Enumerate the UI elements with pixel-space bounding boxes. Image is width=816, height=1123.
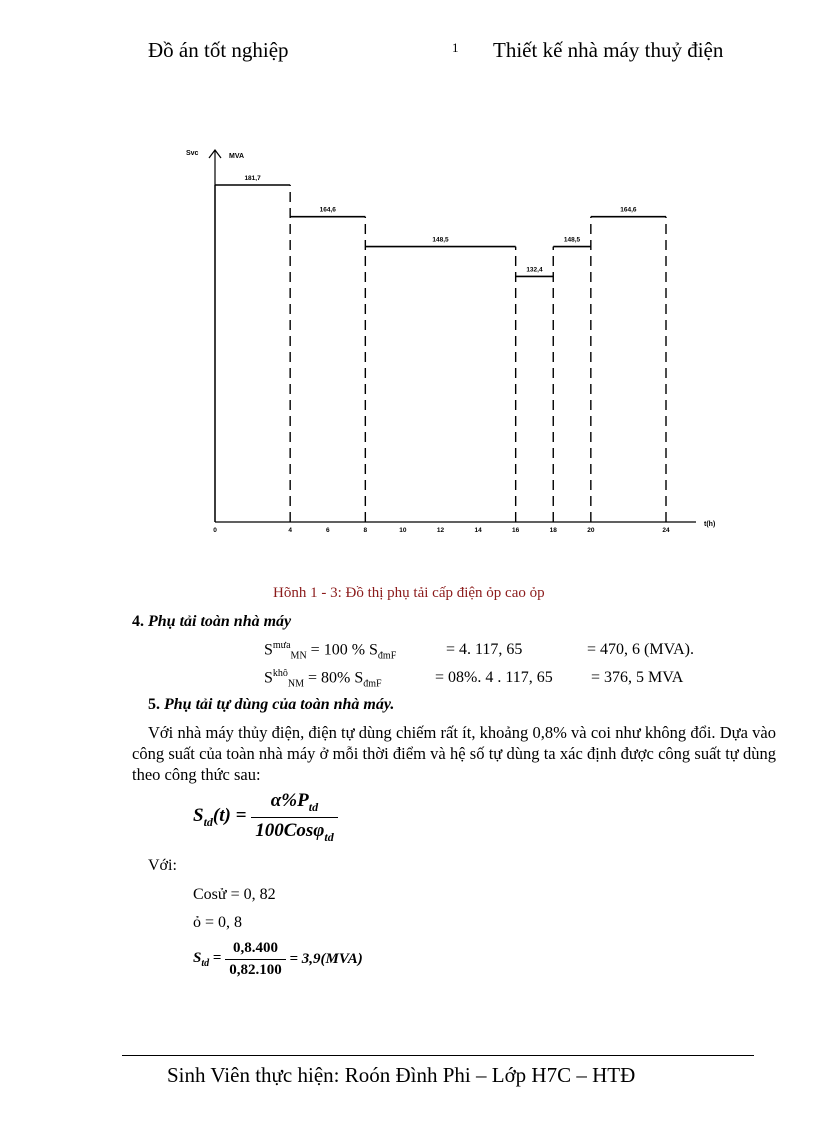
section-4-heading xyxy=(132,613,291,631)
formula-denominator-sub: td xyxy=(324,829,334,844)
formula-lhs-sub: td xyxy=(203,814,213,829)
x-tick-label: 24 xyxy=(662,527,670,534)
section-5-title: Phụ tải tự dùng của toàn nhà máy. xyxy=(164,696,395,713)
with-label: Với: xyxy=(148,857,177,874)
formula-denominator: 100Cosφ xyxy=(255,819,325,841)
load-chart xyxy=(180,140,730,550)
calc-denominator: 0,82.100 xyxy=(229,962,282,978)
calc-lhs: S xyxy=(193,950,202,966)
step-value-label: 148,5 xyxy=(563,236,581,244)
formula-numerator-sub: td xyxy=(308,799,319,814)
eq2-sub2: đmF xyxy=(363,678,382,690)
y-axis-label-short: Svc xyxy=(186,150,199,157)
alpha-line: ỏ = 0, 8 xyxy=(193,914,243,931)
x-tick-label: 18 xyxy=(549,527,557,534)
header-left: Đồ án tốt nghiệp xyxy=(148,38,289,62)
formula-std xyxy=(193,790,338,845)
eq2-rhs1: = 80% S xyxy=(308,669,364,687)
section-5-heading xyxy=(148,696,394,714)
page-number: 1 xyxy=(452,40,459,55)
y-axis-unit: MVA xyxy=(229,153,245,160)
equation-1 xyxy=(264,640,396,662)
x-tick-label: 12 xyxy=(436,527,445,534)
x-tick-label: 0 xyxy=(213,527,217,534)
x-tick-label: 20 xyxy=(587,527,595,534)
eq1-sup: mưa xyxy=(272,640,291,651)
eq1-rhs1: = 100 % S xyxy=(310,641,378,659)
eq2-s: S xyxy=(264,669,273,687)
x-tick-label: 8 xyxy=(363,527,368,534)
header-right: Thiết kế nhà máy thuỷ điện xyxy=(493,38,724,62)
eq1-sub2: đmF xyxy=(377,650,397,662)
x-tick-label: 10 xyxy=(399,527,407,534)
x-tick-label: 16 xyxy=(512,527,520,534)
x-tick-label: 6 xyxy=(325,527,330,534)
formula-lhs-arg: (t) = xyxy=(212,804,247,826)
calc-fraction xyxy=(225,940,286,979)
equation-1-mid: = 4. 117, 65 xyxy=(446,641,523,658)
equation-2 xyxy=(264,668,382,690)
step-value-label: 164,6 xyxy=(319,206,336,214)
equation-2-result: = 376, 5 MVA xyxy=(591,669,684,686)
section-5-paragraph: Với nhà máy thủy điện, điện tự dùng chiếm rất ít, khoảng 0,8% và coi như không đổi. Dựa vào công suất của toàn nhà máy ở mỗi thời điểm và hệ số tự dùng ta xác định được công suất tự dùng theo công thức sau: xyxy=(132,723,776,784)
eq2-sub: NM xyxy=(287,678,305,690)
equation-1-result: = 470, 6 (MVA). xyxy=(587,641,694,658)
footer-divider xyxy=(122,1055,754,1056)
eq1-sub: MN xyxy=(290,650,307,662)
step-value-label: 164,6 xyxy=(620,206,637,214)
calc-formula xyxy=(193,940,363,979)
x-tick-label: 4 xyxy=(288,527,292,534)
formula-numerator: α%P xyxy=(270,790,309,811)
figure-caption: Hõnh 1 - 3: Đồ thị phụ tải cấp điện ỏp cao ỏp xyxy=(273,585,545,601)
calc-result: = 3,9(MVA) xyxy=(289,951,363,967)
step-value-label: 132,4 xyxy=(526,266,543,274)
section-4-title: Phụ tải toàn nhà máy xyxy=(148,613,292,630)
calc-numerator: 0,8.400 xyxy=(225,940,286,960)
formula-lhs: S xyxy=(193,804,204,826)
eq2-sup: khô xyxy=(272,668,288,679)
cos-line: Cosử = 0, 82 xyxy=(193,886,276,903)
calc-eq: = xyxy=(212,950,222,966)
eq1-s: S xyxy=(264,641,273,659)
footer-text: Sinh Viên thực hiện: Roón Đình Phi – Lớp H7C – HTĐ xyxy=(167,1063,636,1087)
section-4-number: 4. xyxy=(132,613,144,630)
equation-2-mid: = 08%. 4 . 117, 65 xyxy=(435,669,553,686)
step-value-label: 148,5 xyxy=(432,236,449,244)
x-axis-label: t(h) xyxy=(704,521,716,528)
formula-fraction xyxy=(251,790,338,845)
calc-lhs-sub: td xyxy=(201,958,210,969)
section-5-number: 5. xyxy=(148,696,160,713)
step-value-label: 181,7 xyxy=(244,175,261,182)
x-tick-label: 14 xyxy=(474,527,482,534)
